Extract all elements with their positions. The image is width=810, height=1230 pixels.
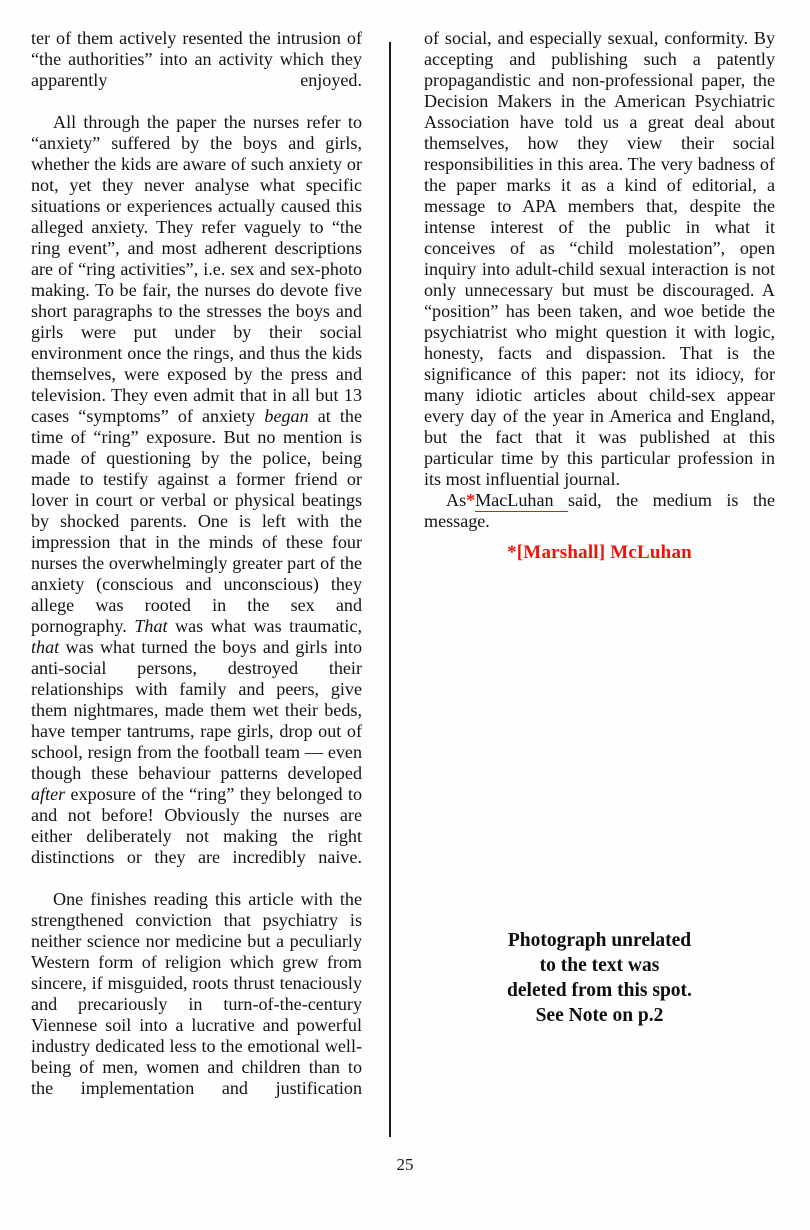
red-underline-macluhan: MacLuhan [475, 490, 568, 510]
text-run: ter of them actively resented the intrusion of “the authorities” into an activity which they apparently enjoyed. [31, 28, 362, 90]
left-text-column [31, 28, 362, 1120]
right-text-column [424, 28, 775, 563]
editor-note-line: See Note on p.2 [535, 1005, 664, 1026]
editor-note-line: to the text was [539, 955, 660, 976]
text-run: exposure of the “ring” they belonged to and not before! Obviously the nurses are either deliberately not making the right distinctions or they are incredibly naive. [31, 784, 362, 867]
text-run: One finishes reading this article with the strengthened conviction that psychiatry is neither science nor medicine but a peculiarly Western form of religion which grew from sincere, if misguided, roots thrust tenaciously and precariously in turn-of-the-century Viennese soil into a lucrative and powerful industry dedicated less to the emotional well-being of men, women and children than to the implementation and justification [31, 889, 362, 1098]
red-asterisk-annotation: * [466, 490, 476, 510]
paragraph-one-finishes-reading [31, 889, 362, 1120]
handwritten-red-footnote: *[Marshall] McLuhan [507, 542, 692, 563]
page-number: 25 [396, 1155, 414, 1174]
text-run: at the time of “ring” exposure. But no mention is made of questioning by the police, being made to testify against a former friend or lover in court or verbal or physical beatings by shocked parents. One is left with the impression that in the minds of these four nurses the overwhelmingly greater part of the anxiety (conscious and unconscious) they allege was rooted in the sex and pornography. [31, 406, 363, 636]
text-run: of social, and especially sexual, conformity. By accepting and publishing such a patently propagandistic and non-professional paper, the Decision Makers in the American Psychiatric Association have told us a great deal about themselves, how they view their social responsibilities in this area. The very badness of the paper marks it as a kind of editorial, a message to APA members that, despite the intense interest of the public in what it conceives of as “child molestation”, open inquiry into adult-child sexual interaction is not only unnecessary but must be discouraged. A “position” has been taken, and woe betide the psychiatrist who might question it with logic, honesty, facts and dispassion. That is the significance of this paper: not its idiocy, for many idiotic articles about child-sex appear every day of the year in America and England, but the fact that it was published at this particular time by this particular profession in its most influential journal. [424, 28, 775, 489]
emphasis-after: after [31, 784, 66, 804]
emphasis-began: began [264, 406, 309, 426]
editor-note-line: deleted from this spot. [507, 980, 692, 1001]
editor-note-line: Photograph unrelated [507, 930, 692, 951]
paragraph-continued-intrusion [31, 28, 362, 112]
text-run: All through the paper the nurses refer to “anxiety” suffered by the boys and girls, whether the kids are aware of such anxiety or not, yet they never analyse what specific situations or experiences actually caused this alleged anxiety. They refer vaguely to “the ring event”, and most adherent descriptions are of “ring activities”, i.e. sex and sex-photo making. To be fair, the nurses do devote five short paragraphs to the stresses the boys and girls were put under by their social environment once the rings, and thus the kids themselves, were exposed by the press and television. They even admit that in all but 13 cases “symptoms” of anxiety [31, 112, 362, 426]
paragraph-as-macluhan-said [424, 490, 775, 532]
emphasis-that-capital: That [134, 616, 168, 636]
text-run: was what turned the boys and girls into anti-social persons, destroyed their relationships with family and peers, give them nightmares, made them wet their beds, have temper tantrums, rape girls, drop out of school, resign from the football team — even though these behaviour patterns developed [31, 637, 362, 783]
text-run: was what was traumatic, [167, 616, 363, 636]
paragraph-of-social-conformity [424, 28, 775, 490]
editor-note-block [424, 928, 775, 1028]
text-run: said, the medium is the message. [424, 490, 776, 531]
text-run: As [446, 490, 467, 510]
emphasis-that: that [31, 637, 60, 657]
column-divider-rule [389, 42, 391, 1137]
paragraph-all-through-the-paper [31, 112, 362, 889]
